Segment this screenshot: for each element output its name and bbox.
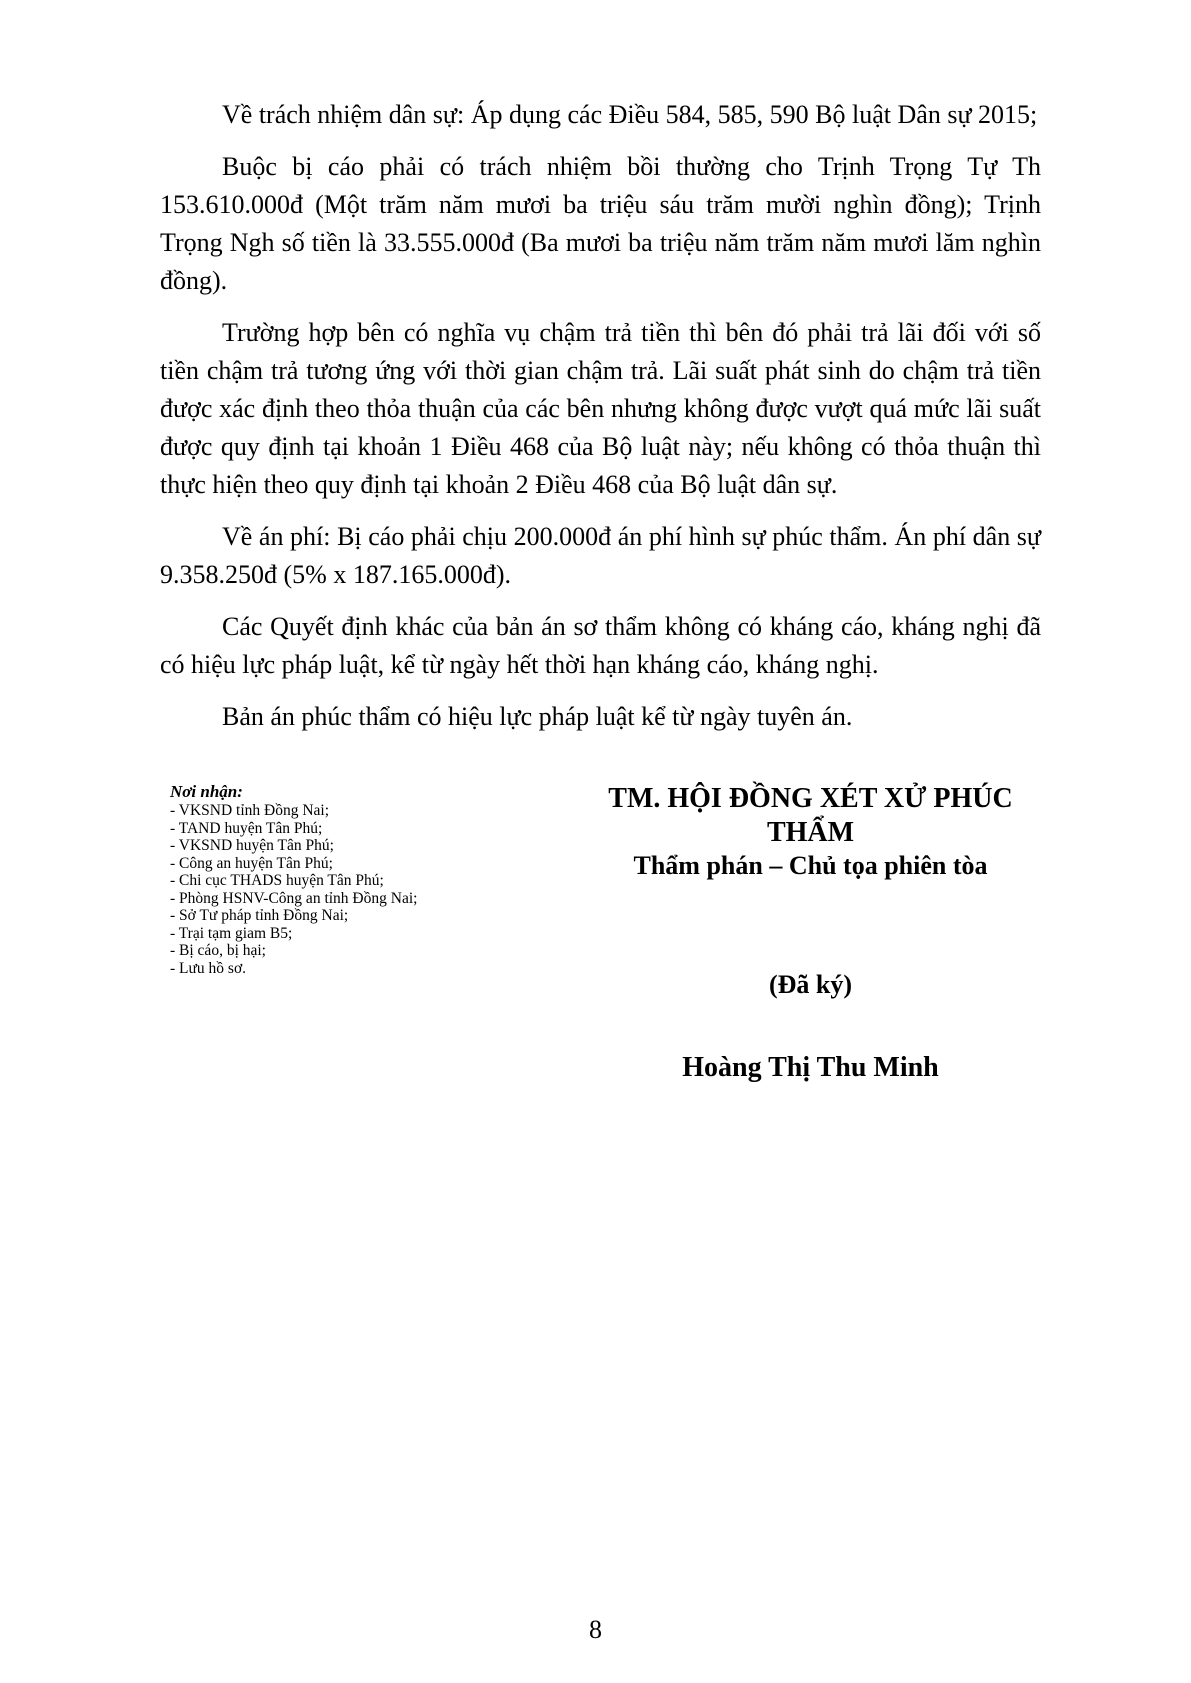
paragraph-court-fees: Về án phí: Bị cáo phải chịu 200.000đ án phí hình sự phúc thẩm. Án phí dân sự 9.358.250đ (5% x 187.165.000đ). <box>160 522 1041 589</box>
recipient-item: - Sở Tư pháp tỉnh Đồng Nai; <box>170 907 349 924</box>
recipient-item: - Chi cục THADS huyện Tân Phú; <box>170 872 384 889</box>
recipient-item: - Công an huyện Tân Phú; <box>170 854 333 872</box>
recipient-item: - Bị cáo, bị hại; <box>170 942 266 959</box>
recipient-item: - TAND huyện Tân Phú; <box>170 819 323 837</box>
recipient-item: - Lưu hồ sơ. <box>170 959 247 977</box>
paragraph-other-decisions: Các Quyết định khác của bản án sơ thẩm không có kháng cáo, kháng nghị đã có hiệu lực pháp luật, kể từ ngày hết thời hạn kháng cáo, kháng nghị. <box>160 612 1041 679</box>
signature-block <box>570 782 1041 1084</box>
recipient-item: - VKSND huyện Tân Phú; <box>170 837 334 854</box>
signature-judge-name: Hoàng Thị Thu Minh <box>682 1052 939 1083</box>
signature-committee-title: TM. HỘI ĐỒNG XÉT XỬ PHÚC THẨM <box>608 783 1013 848</box>
recipient-item: - Phòng HSNV-Công an tỉnh Đồng Nai; <box>170 889 418 907</box>
paragraph-compensation: Buộc bị cáo phải có trách nhiệm bồi thường cho Trịnh Trọng Tự Th 153.610.000đ (Một trăm năm mươi ba triệu sáu trăm mười nghìn đồng); Trịnh Trọng Ngh số tiền là 33.555.000đ (Ba mươi ba triệu năm trăm năm mươi lăm nghìn đồng). <box>160 152 1041 295</box>
footer-block <box>160 782 1041 1084</box>
paragraph-late-payment-interest: Trường hợp bên có nghĩa vụ chậm trả tiền thì bên đó phải trả lãi đối với số tiền chậm trả tương ứng với thời gian chậm trả. Lãi suất phát sinh do chậm trả tiền được xác định theo thỏa thuận của các bên nhưng không được vượt quá mức lãi suất được quy định tại khoản 1 Điều 468 của Bộ luật này; nếu không có thỏa thuận thì thực hiện theo quy định tại khoản 2 Điều 468 của Bộ luật dân sự. <box>160 318 1041 499</box>
paragraph-effective-date: Bản án phúc thẩm có hiệu lực pháp luật kể từ ngày tuyên án. <box>222 702 853 731</box>
recipient-item: - Trại tạm giam B5; <box>170 924 293 942</box>
recipients-block <box>160 782 570 977</box>
recipient-item: - VKSND tỉnh Đồng Nai; <box>170 802 330 819</box>
page-number: 8 <box>589 1615 602 1644</box>
signature-signed-note: (Đã ký) <box>768 970 853 999</box>
judgment-body <box>160 96 1041 736</box>
signature-judge-role: Thẩm phán – Chủ tọa phiên tòa <box>633 851 988 880</box>
paragraph-civil-liability: Về trách nhiệm dân sự: Áp dụng các Điều 584, 585, 590 Bộ luật Dân sự 2015; <box>222 100 1038 129</box>
recipients-label: Nơi nhận: <box>170 782 243 801</box>
